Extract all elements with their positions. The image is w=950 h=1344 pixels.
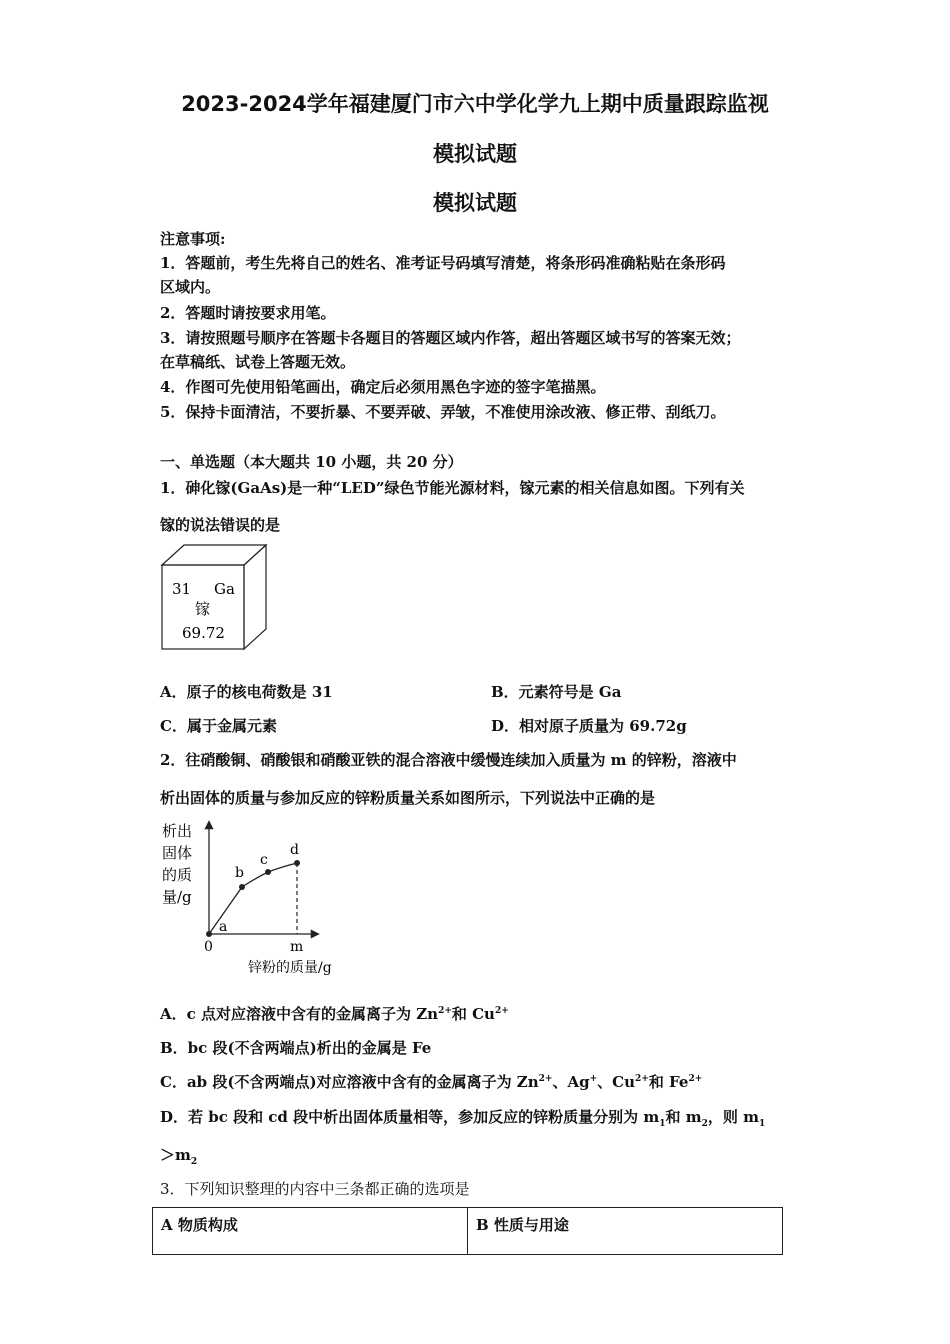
element-symbol: Ga [214,580,235,598]
table-header-b: B 性质与用途 [468,1208,783,1255]
point-b [239,884,245,890]
point-c [265,869,271,875]
y-axis-label: 的质 [162,866,193,884]
q2-stem: 2．往硝酸铜、硝酸银和硝酸亚铁的混合溶液中缓慢连续加入质量为 m 的锌粉，溶液中 [160,751,737,769]
notice-item: 在草稿纸、试卷上答题无效。 [160,353,356,371]
q3-stem: 3．下列知识整理的内容中三条都正确的选项是 [160,1180,470,1198]
table-row [153,1208,783,1255]
section-heading: 一、单选题（本大题共 10 小题，共 20 分） [160,453,463,471]
point-d-label: d [290,842,299,858]
notice-item: 2．答题时请按要求用笔。 [160,304,336,322]
table-header-a: A 物质构成 [153,1208,468,1255]
q1-option-a: A．原子的核电荷数是 31 [160,683,333,701]
x-end-label: m [290,939,304,955]
notice-item: 3．请按照题号顺序在答题卡各题目的答题区域内作答，超出答题区域书写的答案无效； [160,329,741,347]
q2-option-c: C．ab 段(不含两端点)对应溶液中含有的金属离子为 $Zn^{2+}$、Ag+、$Cu^{2+}$和 $Fe^{2+}$ [160,1073,703,1091]
point-b-label: b [235,865,244,881]
q2-option-a: A．c 点对应溶液中含有的金属离子为 $Zn^{2+}$和 $Cu^{2+}$ [160,1005,509,1023]
notice-item: 4．作图可先使用铅笔画出，确定后必须用黑色字迹的签字笔描黑。 [160,378,606,396]
q1-option-b: B．元素符号是 Ga [491,683,622,701]
page-subtitle-repeat: 模拟试题 [433,191,517,215]
y-axis-label: 量/g [162,888,192,906]
q2-stem-cont: 析出固体的质量与参加反应的锌粉质量关系如图所示，下列说法中正确的是 [160,789,656,807]
q2-option-d: D．若 bc 段和 cd 段中析出固体质量相等，参加反应的锌粉质量分别为 $m_1$和 $m_2$，则 $m_1$ [160,1108,766,1129]
page-subtitle: 模拟试题 [433,142,517,166]
notice-item: 1．答题前，考生先将自己的姓名、准考证号码填写清楚，将条形码准确粘贴在条形码 [160,254,726,272]
q2-option-b: B．bc 段(不含两端点)析出的金属是 Fe [160,1039,432,1057]
page-title: 2023-2024学年福建厦门市六中学化学九上期中质量跟踪监视 [181,92,769,116]
q2-option-d-cont: $>m_2$ [160,1146,198,1167]
q1-option-d: D．相对原子质量为 69.72g [491,717,687,735]
q1-stem: 1．砷化镓(GaAs)是一种“LED”绿色节能光源材料，镓元素的相关信息如图。下列有关 [160,479,745,497]
q3-table [152,1207,783,1255]
element-mass: 69.72 [182,624,225,642]
y-axis-label: 析出 [162,822,193,840]
origin-label: 0 [204,939,213,955]
notice-item: 5．保持卡面清洁，不要折暴、不要弄破、弄皱，不准使用涂改液、修正带、刮纸刀。 [160,403,726,421]
x-axis-label: 锌粉的质量/g [248,960,332,976]
notice-item: 区域内。 [160,278,221,296]
q2-graph [156,818,356,980]
q1-option-c: C．属于金属元素 [160,717,277,735]
q1-stem-cont: 镓的说法错误的是 [160,516,281,534]
point-a-label: a [219,919,228,935]
element-name: 镓 [195,600,211,618]
point-c-label: c [260,852,268,868]
element-number: 31 [172,580,192,598]
point-d [294,860,300,866]
notice-heading: 注意事项: [160,230,226,248]
y-axis-label: 固体 [162,844,193,862]
point-a [206,931,212,937]
element-card-figure [158,543,270,651]
